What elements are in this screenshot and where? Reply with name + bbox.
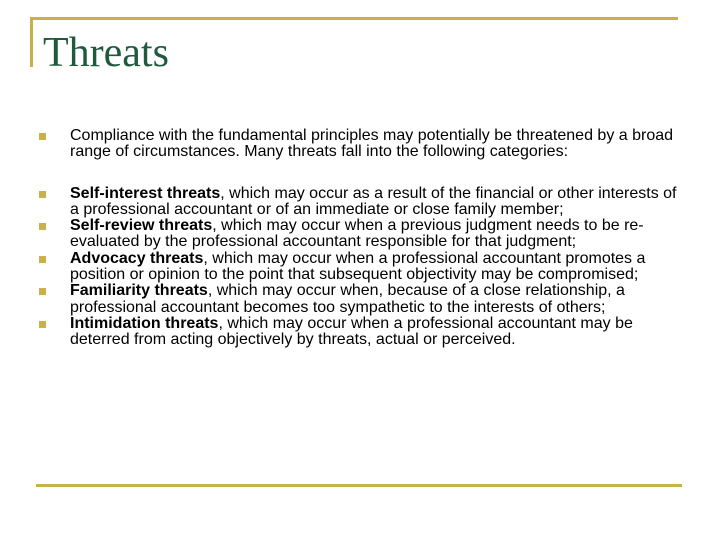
- top-accent-rule: [30, 17, 678, 20]
- threat-description: , which may occur when a previous judgment needs to be re-evaluated by the professional accountant responsible for that judgment;: [70, 217, 644, 251]
- square-bullet-icon: [39, 321, 46, 328]
- intro-text: Compliance with the fundamental principles may potentially be threatened by a broad range of circumstances. Many threats fall into the following categories:: [70, 127, 674, 161]
- square-bullet-icon: [39, 288, 46, 295]
- left-accent-rule: [30, 17, 33, 67]
- threat-term: Self-review threats: [70, 217, 213, 235]
- square-bullet-icon: [39, 133, 46, 140]
- square-bullet-icon: [39, 191, 46, 198]
- threat-term: Familiarity threats: [70, 282, 208, 300]
- bullet-item-self-interest: [39, 186, 684, 219]
- threat-term: Advocacy threats: [70, 249, 204, 267]
- slide-title: Threats: [43, 30, 169, 76]
- bullet-item-advocacy: [39, 251, 684, 284]
- threat-description: , which may occur as a result of the financial or other interests of a professional accountant or of an immediate or close family member;: [70, 184, 677, 218]
- slide-body: [39, 128, 684, 349]
- bullet-item-familiarity: [39, 283, 684, 316]
- threat-term: Intimidation threats: [70, 314, 219, 332]
- threat-description: , which may occur when a professional accountant promotes a position or opinion to the point that subsequent objectivity may be compromised;: [70, 249, 646, 284]
- bottom-accent-rule: [36, 484, 682, 487]
- bullet-item-self-review: [39, 218, 684, 251]
- threat-description: , which may occur when, because of a close relationship, a professional accountant becomes too sympathetic to the interests of others;: [70, 282, 625, 316]
- square-bullet-icon: [39, 223, 46, 230]
- bullet-item-intro: [39, 128, 684, 161]
- threat-description: , which may occur when a professional accountant may be deterred from acting objectively by threats, actual or perceived.: [70, 314, 633, 349]
- square-bullet-icon: [39, 256, 46, 263]
- bullet-item-intimidation: [39, 316, 684, 349]
- threat-term: Self-interest threats: [70, 184, 221, 202]
